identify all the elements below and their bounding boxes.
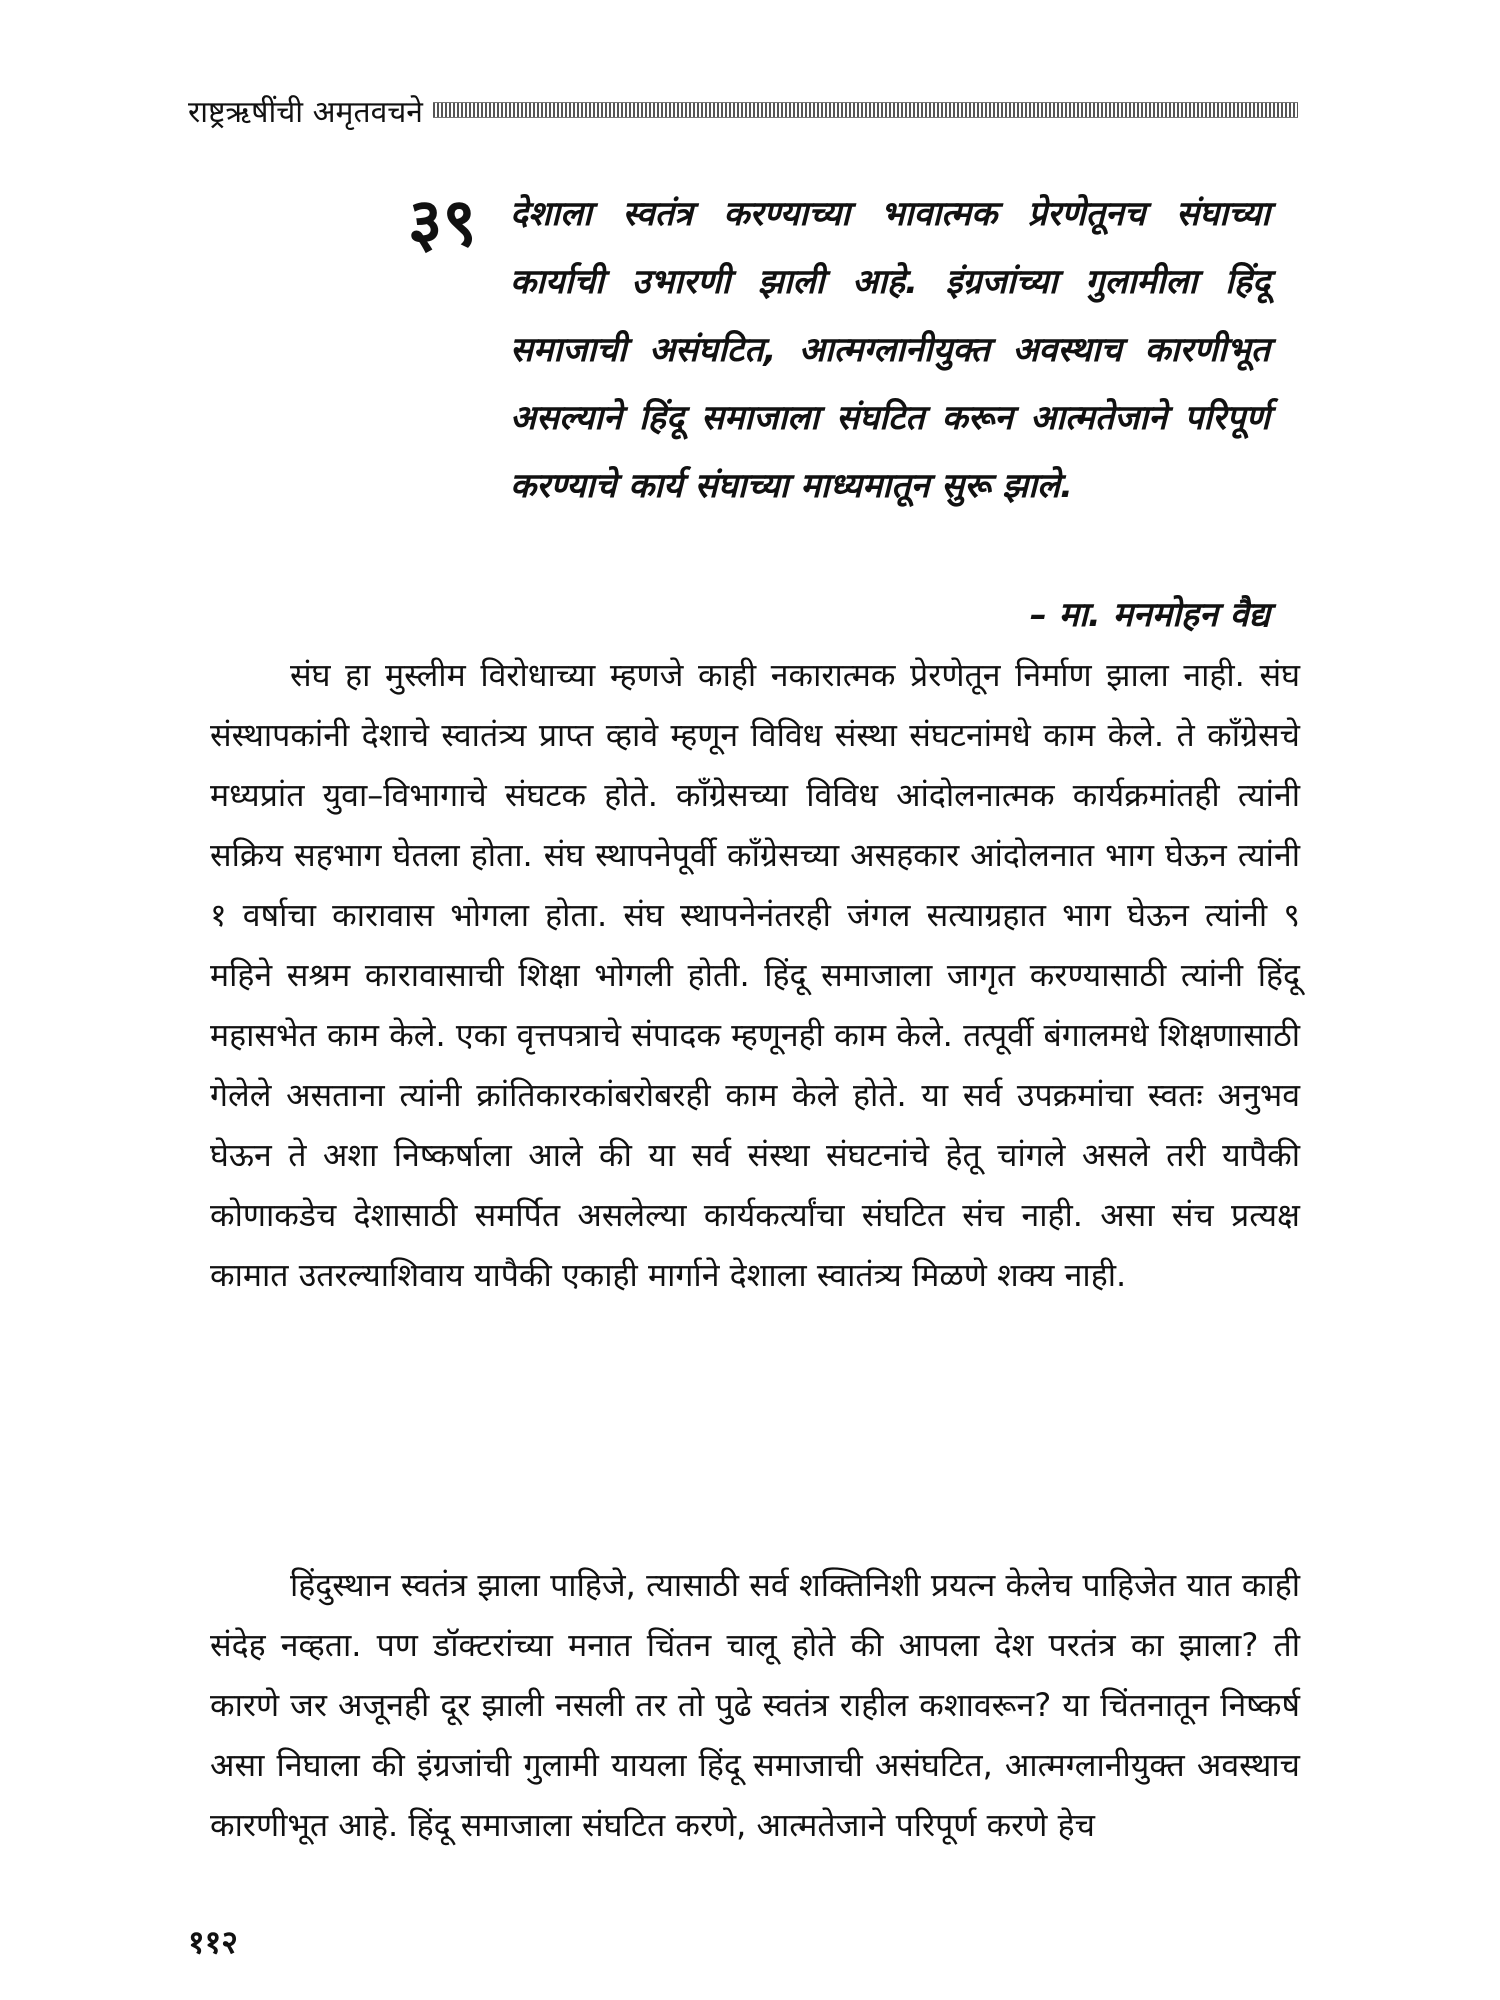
page-number: ११२ — [188, 1923, 238, 1961]
body-paragraph-2: हिंदुस्थान स्वतंत्र झाला पाहिजे, त्यासाठी सर्व शक्तिनिशी प्रयत्न केलेच पाहिजेत यात काही संदेह नव्हता. पण डॉक्टरांच्या मनात चिंतन चालू होते की आपला देश परतंत्र का झाला? ती कारणे जर अजूनही दूर झाली नसली तर तो पुढे स्वतंत्र राहील कशावरून? या चिंतनातून निष्कर्ष असा निघाला की इंग्रजांची गुलामी यायला हिंदू समाजाची असंघटित, आत्मग्लानीयुक्त अवस्थाच कारणीभूत आहे. हिंदू समाजाला संघटित करणे, आत्मतेजाने परिपूर्ण करणे हेच — [210, 1566, 1300, 1844]
running-header — [188, 82, 1298, 138]
quote-author: – मा. मनमोहन वैद्य — [1029, 595, 1270, 635]
header-rule — [433, 102, 1298, 118]
book-title: राष्ट्रऋषींची अमृतवचने — [188, 94, 423, 130]
body-paragraph-1: संघ हा मुस्लीम विरोधाच्या म्हणजे काही नकारात्मक प्रेरणेतून निर्माण झाला नाही. संघ संस्थापकांनी देशाचे स्वातंत्र्य प्राप्त व्हावे म्हणून विविध संस्था संघटनांमधे काम केले. ते काँग्रेसचे मध्यप्रांत युवा–विभागाचे संघटक होते. काँग्रेसच्या विविध आंदोलनात्मक कार्यक्रमांतही त्यांनी सक्रिय सहभाग घेतला होता. संघ स्थापनेपूर्वी काँग्रेसच्या असहकार आंदोलनात भाग घेऊन त्यांनी १ वर्षाचा कारावास भोगला होता. संघ स्थापनेनंतरही जंगल सत्याग्रहात भाग घेऊन त्यांनी ९ महिने सश्रम कारावासाची शिक्षा भोगली होती. हिंदू समाजाला जागृत करण्यासाठी त्यांनी हिंदू महासभेत काम केले. एका वृत्तपत्राचे संपादक म्हणूनही काम केले. तत्पूर्वी बंगालमधे शिक्षणासाठी गेलेले असताना त्यांनी क्रांतिकारकांबरोबरही काम केले होते. या सर्व उपक्रमांचा स्वतः अनुभव घेऊन ते अशा निष्कर्षाला आले की या सर्व संस्था संघटनांचे हेतू चांगले असले तरी यापैकी कोणाकडेच देशासाठी समर्पित असलेल्या कार्यकर्त्यांचा संघटित संच नाही. असा संच प्रत्यक्ष कामात उतरल्याशिवाय यापैकी एकाही मार्गाने देशाला स्वातंत्र्य मिळणे शक्य नाही. — [210, 656, 1300, 1294]
quote-text: देशाला स्वतंत्र करण्याच्या भावात्मक प्रेरणेतूनच संघाच्या कार्याची उभारणी झाली आहे. इंग्रजांच्या गुलामीला हिंदू समाजाची असंघटित, आत्मग्लानीयुक्त अवस्थाच कारणीभूत असल्याने हिंदू समाजाला संघटित करून आत्मतेजाने परिपूर्ण करण्याचे कार्य संघाच्या माध्यमातून सुरू झाले. — [510, 194, 1270, 506]
quote-number: ३९ — [408, 184, 477, 261]
